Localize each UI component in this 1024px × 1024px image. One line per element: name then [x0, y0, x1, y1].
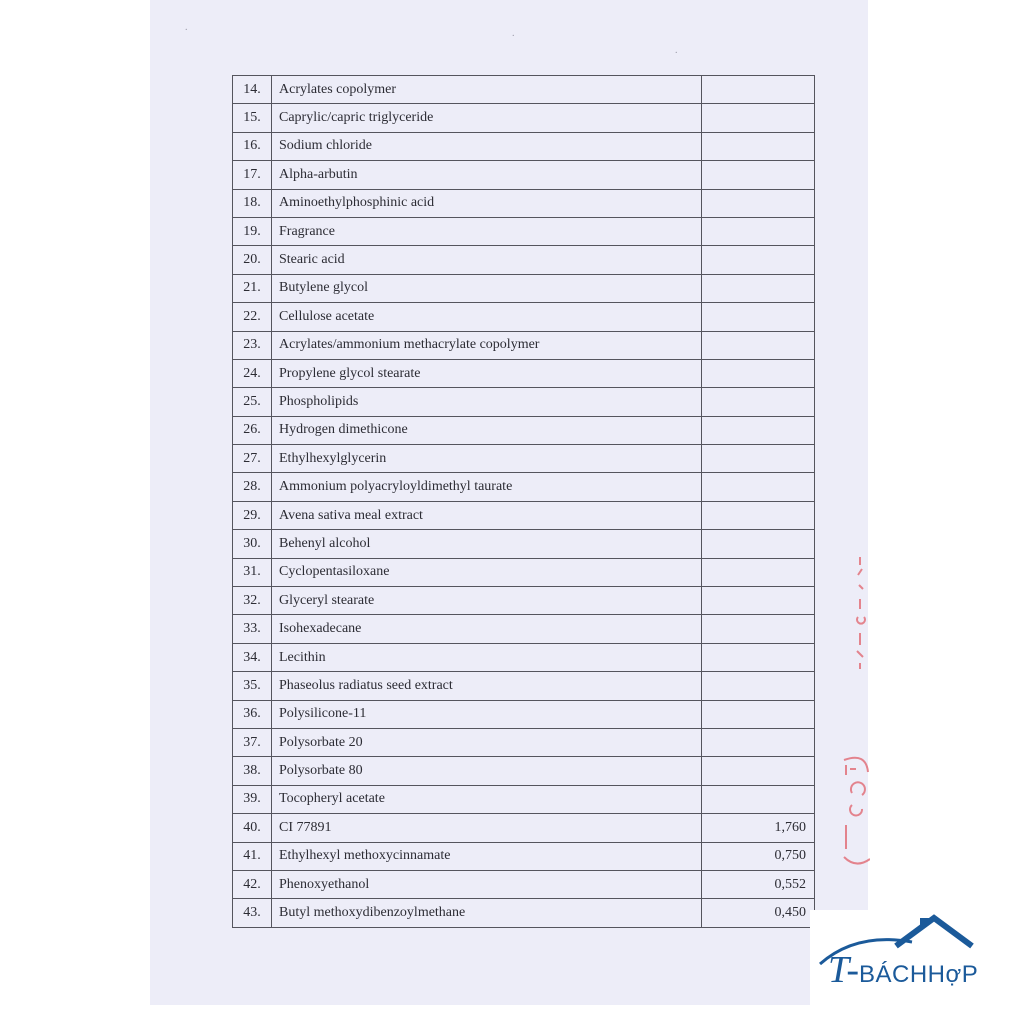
ingredient-name: Phenoxyethanol: [272, 870, 702, 898]
row-number: 17.: [233, 161, 272, 189]
table-row: [233, 757, 815, 785]
row-number: 16.: [233, 132, 272, 160]
table-row: [233, 870, 815, 898]
ingredient-name: Caprylic/capric triglyceride: [272, 104, 702, 132]
row-number: 31.: [233, 558, 272, 586]
ingredient-name: Fragrance: [272, 217, 702, 245]
row-number: 21.: [233, 274, 272, 302]
row-number: 15.: [233, 104, 272, 132]
table-row: [233, 587, 815, 615]
ingredient-value: [702, 274, 815, 302]
ingredient-name: Lecithin: [272, 643, 702, 671]
row-number: 20.: [233, 246, 272, 274]
table-row: [233, 814, 815, 842]
row-number: 25.: [233, 388, 272, 416]
row-number: 30.: [233, 530, 272, 558]
ingredient-value: [702, 132, 815, 160]
row-number: 37.: [233, 728, 272, 756]
ingredient-value: 1,760: [702, 814, 815, 842]
row-number: 26.: [233, 416, 272, 444]
brand-logo: [810, 910, 1024, 1024]
ingredient-value: [702, 473, 815, 501]
ingredient-value: [702, 189, 815, 217]
scan-speck: .: [675, 45, 678, 56]
table-row: [233, 76, 815, 104]
ingredient-value: 0,750: [702, 842, 815, 870]
row-number: 28.: [233, 473, 272, 501]
ingredient-value: [702, 331, 815, 359]
row-number: 42.: [233, 870, 272, 898]
ingredient-value: [702, 530, 815, 558]
ingredient-value: [702, 445, 815, 473]
row-number: 38.: [233, 757, 272, 785]
table-row: [233, 558, 815, 586]
ingredient-value: [702, 76, 815, 104]
ingredient-value: [702, 643, 815, 671]
ingredient-name: Polysorbate 80: [272, 757, 702, 785]
table-row: [233, 189, 815, 217]
ingredient-name: CI 77891: [272, 814, 702, 842]
table-row: [233, 274, 815, 302]
ingredient-name: Aminoethylphosphinic acid: [272, 189, 702, 217]
ingredient-name: Acrylates copolymer: [272, 76, 702, 104]
table-row: [233, 530, 815, 558]
ingredient-name: Ammonium polyacryloyldimethyl taurate: [272, 473, 702, 501]
row-number: 14.: [233, 76, 272, 104]
ingredient-value: [702, 217, 815, 245]
ingredient-name: Avena sativa meal extract: [272, 501, 702, 529]
ingredient-value: [702, 587, 815, 615]
ingredient-name: Polysilicone-11: [272, 700, 702, 728]
table-row: [233, 785, 815, 813]
row-number: 41.: [233, 842, 272, 870]
scan-speck: .: [185, 22, 188, 33]
ingredient-value: [702, 558, 815, 586]
ingredient-name: Tocopheryl acetate: [272, 785, 702, 813]
row-number: 33.: [233, 615, 272, 643]
ingredient-name: Ethylhexyl methoxycinnamate: [272, 842, 702, 870]
table-row: [233, 246, 815, 274]
ingredient-name: Phospholipids: [272, 388, 702, 416]
row-number: 22.: [233, 303, 272, 331]
table-row: [233, 217, 815, 245]
table-row: [233, 359, 815, 387]
row-number: 40.: [233, 814, 272, 842]
ingredient-value: [702, 757, 815, 785]
table-row: [233, 331, 815, 359]
table-row: [233, 445, 815, 473]
table-row: [233, 728, 815, 756]
ingredient-value: [702, 501, 815, 529]
table-row: [233, 104, 815, 132]
table-row: [233, 899, 815, 927]
ingredient-name: Sodium chloride: [272, 132, 702, 160]
ingredients-table: [232, 75, 815, 928]
ingredient-name: Stearic acid: [272, 246, 702, 274]
table-row: [233, 501, 815, 529]
row-number: 43.: [233, 899, 272, 927]
ingredient-value: [702, 104, 815, 132]
ingredient-name: Butyl methoxydibenzoylmethane: [272, 899, 702, 927]
table-row: [233, 842, 815, 870]
ingredient-value: [702, 246, 815, 274]
row-number: 27.: [233, 445, 272, 473]
ingredient-value: [702, 388, 815, 416]
ingredient-value: [702, 728, 815, 756]
ingredient-value: [702, 672, 815, 700]
row-number: 34.: [233, 643, 272, 671]
ingredient-name: Polysorbate 20: [272, 728, 702, 756]
ingredient-name: Butylene glycol: [272, 274, 702, 302]
ingredient-name: Ethylhexylglycerin: [272, 445, 702, 473]
ingredient-value: [702, 615, 815, 643]
ingredient-name: Behenyl alcohol: [272, 530, 702, 558]
ingredient-name: Glyceryl stearate: [272, 587, 702, 615]
logo-wordmark: [828, 948, 978, 992]
row-number: 23.: [233, 331, 272, 359]
logo-initial: T-: [828, 949, 859, 991]
table-row: [233, 700, 815, 728]
ingredient-value: [702, 785, 815, 813]
red-stamp: [840, 555, 870, 875]
row-number: 39.: [233, 785, 272, 813]
ingredient-name: Alpha-arbutin: [272, 161, 702, 189]
logo-name: BÁCHHợP: [858, 961, 979, 988]
table-row: [233, 615, 815, 643]
ingredient-value: [702, 303, 815, 331]
scan-speck: .: [512, 28, 515, 39]
ingredient-name: Cellulose acetate: [272, 303, 702, 331]
table-row: [233, 473, 815, 501]
ingredient-value: [702, 700, 815, 728]
ingredient-value: [702, 359, 815, 387]
table-row: [233, 672, 815, 700]
table-row: [233, 416, 815, 444]
row-number: 32.: [233, 587, 272, 615]
row-number: 19.: [233, 217, 272, 245]
ingredient-name: Hydrogen dimethicone: [272, 416, 702, 444]
row-number: 35.: [233, 672, 272, 700]
ingredient-name: Propylene glycol stearate: [272, 359, 702, 387]
table-row: [233, 643, 815, 671]
ingredient-name: Phaseolus radiatus seed extract: [272, 672, 702, 700]
ingredient-value: 0,552: [702, 870, 815, 898]
row-number: 24.: [233, 359, 272, 387]
row-number: 36.: [233, 700, 272, 728]
table-row: [233, 303, 815, 331]
ingredient-value: [702, 161, 815, 189]
row-number: 29.: [233, 501, 272, 529]
row-number: 18.: [233, 189, 272, 217]
table-row: [233, 161, 815, 189]
ingredient-value: [702, 416, 815, 444]
ingredient-value: 0,450: [702, 899, 815, 927]
ingredient-name: Acrylates/ammonium methacrylate copolymer: [272, 331, 702, 359]
table-row: [233, 388, 815, 416]
ingredient-name: Isohexadecane: [272, 615, 702, 643]
ingredient-name: Cyclopentasiloxane: [272, 558, 702, 586]
table-row: [233, 132, 815, 160]
